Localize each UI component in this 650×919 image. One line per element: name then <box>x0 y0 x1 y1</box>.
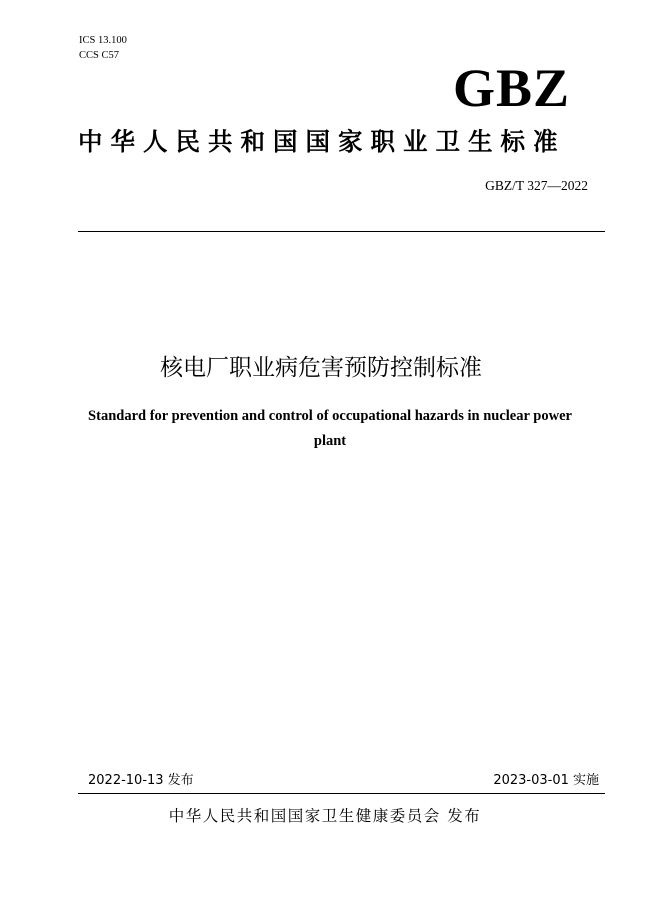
standard-category-title: 中华人民共和国国家职业卫生标准 <box>78 127 566 156</box>
document-title-en <box>60 404 600 454</box>
standard-number: GBZ/T 327—2022 <box>485 178 588 193</box>
document-title-cn: 核电厂职业病危害预防控制标准 <box>160 355 482 381</box>
effective-date: 2023-03-01 实施 <box>493 773 599 788</box>
gbz-logo: GBZ <box>452 58 570 118</box>
title-en-line-2: plant <box>313 433 347 449</box>
ics-code: ICS 13.100 <box>79 35 127 46</box>
ccs-code: CCS C57 <box>79 50 119 61</box>
header-divider <box>78 231 605 232</box>
publish-date: 2022-10-13 发布 <box>88 773 194 788</box>
issuing-authority: 中华人民共和国国家卫生健康委员会 发布 <box>168 807 482 825</box>
title-en-line-1: Standard for prevention and control of occupational hazards in nuclear power <box>88 408 572 424</box>
classification-codes <box>79 33 127 63</box>
date-row <box>78 771 605 791</box>
footer-divider <box>78 793 605 794</box>
